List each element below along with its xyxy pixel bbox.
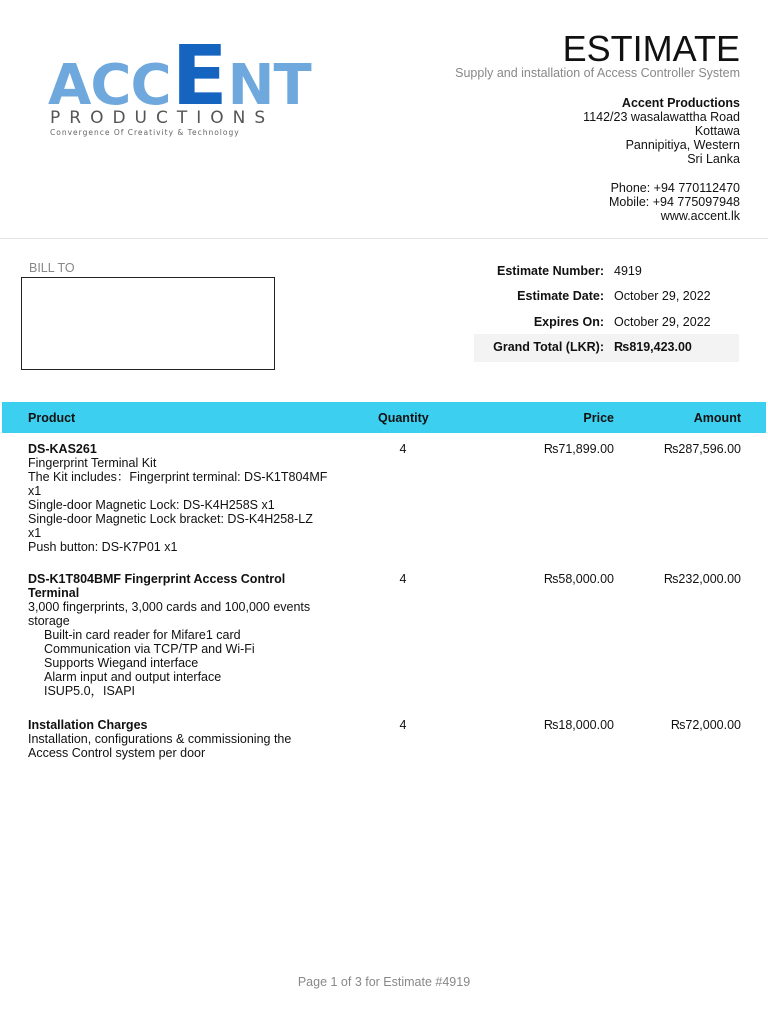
- grand-total-label: Grand Total (LKR):: [493, 340, 604, 354]
- document-title: ESTIMATE: [562, 28, 740, 69]
- company-logo: [48, 29, 311, 140]
- product-name: DS-K1T804BMF Fingerprint Access Control Terminal: [28, 572, 286, 600]
- product-cell: [28, 718, 328, 760]
- estimate-date-row: [474, 283, 739, 309]
- header-product: Product: [28, 411, 76, 425]
- quantity-cell: 4: [399, 572, 407, 586]
- quantity-cell: 4: [399, 442, 407, 456]
- product-name: DS-KAS261: [28, 442, 97, 456]
- amount-cell: ₨72,000.00: [670, 718, 741, 732]
- bill-to-box: [21, 277, 275, 370]
- grand-total-row: [474, 334, 739, 362]
- company-name: Accent Productions: [621, 96, 740, 110]
- price-cell: ₨18,000.00: [543, 718, 614, 732]
- product-line: Alarm input and output interface: [44, 670, 222, 684]
- product-line: Single-door Magnetic Lock bracket: DS-K4H258-LZ x1: [28, 512, 317, 540]
- product-line: Fingerprint Terminal Kit: [28, 456, 157, 470]
- address-line: Kottawa: [694, 124, 740, 138]
- address-line: 1142/23 wasalawattha Road: [583, 110, 740, 124]
- company-address: [583, 96, 740, 166]
- phone: Phone: +94 770112470: [610, 181, 740, 195]
- estimate-date-value: October 29, 2022: [614, 289, 711, 303]
- product-line: ISUP5.0，ISAPI: [44, 684, 136, 698]
- bill-to-label: BILL TO: [29, 261, 75, 275]
- address-line: Sri Lanka: [687, 152, 740, 166]
- mobile: Mobile: +94 775097948: [608, 195, 740, 209]
- header-quantity: Quantity: [378, 411, 429, 425]
- logo-letter: C: [90, 53, 131, 118]
- product-name: Installation Charges: [28, 718, 148, 732]
- logo-letter: A: [48, 53, 91, 118]
- logo-letter: N: [227, 53, 274, 118]
- product-line: Supports Wiegand interface: [44, 656, 199, 670]
- product-cell: [28, 572, 328, 698]
- header-divider: [0, 238, 768, 239]
- document-subtitle: Supply and installation of Access Controller System: [455, 66, 740, 80]
- expires-on-row: [474, 309, 739, 335]
- grand-total-value: ₨819,423.00: [614, 340, 692, 354]
- logo-letter: E: [171, 29, 227, 124]
- logo-tagline: Convergence Of Creativity & Technology: [50, 128, 240, 137]
- header-amount: Amount: [693, 411, 741, 425]
- product-line: The Kit includes：Fingerprint terminal: DS-K1T804MF x1: [28, 470, 331, 498]
- expires-on-label: Expires On:: [533, 315, 604, 329]
- product-line: Built-in card reader for Mifare1 card: [44, 628, 241, 642]
- price-cell: ₨58,000.00: [543, 572, 614, 586]
- header-price: Price: [583, 411, 614, 425]
- page-footer: Page 1 of 3 for Estimate #4919: [297, 975, 471, 989]
- product-line: 3,000 fingerprints, 3,000 cards and 100,000 events storage: [28, 600, 314, 628]
- table-header: [2, 402, 766, 433]
- amount-cell: ₨287,596.00: [663, 442, 741, 456]
- company-contact: [609, 181, 740, 223]
- quantity-cell: 4: [399, 718, 407, 732]
- estimate-number-value: 4919: [614, 264, 642, 278]
- address-line: Pannipitiya, Western: [625, 138, 740, 152]
- logo-subtitle: PRODUCTIONS: [50, 108, 275, 128]
- product-line: Communication via TCP/TP and Wi-Fi: [44, 642, 255, 656]
- product-cell: [28, 442, 331, 554]
- website: www.accent.lk: [660, 209, 740, 223]
- estimate-number-label: Estimate Number:: [497, 264, 604, 278]
- logo-letter: C: [130, 53, 171, 118]
- amount-cell: ₨232,000.00: [663, 572, 741, 586]
- product-line: Single-door Magnetic Lock: DS-K4H258S x1: [28, 498, 275, 512]
- product-line: Installation, configurations & commissioning the Access Control system per door: [28, 732, 295, 760]
- price-cell: ₨71,899.00: [543, 442, 614, 456]
- estimate-number-row: [474, 258, 739, 284]
- logo-letter: T: [273, 53, 311, 118]
- expires-on-value: October 29, 2022: [614, 315, 711, 329]
- product-line: Push button: DS-K7P01 x1: [28, 540, 178, 554]
- estimate-date-label: Estimate Date:: [517, 289, 604, 303]
